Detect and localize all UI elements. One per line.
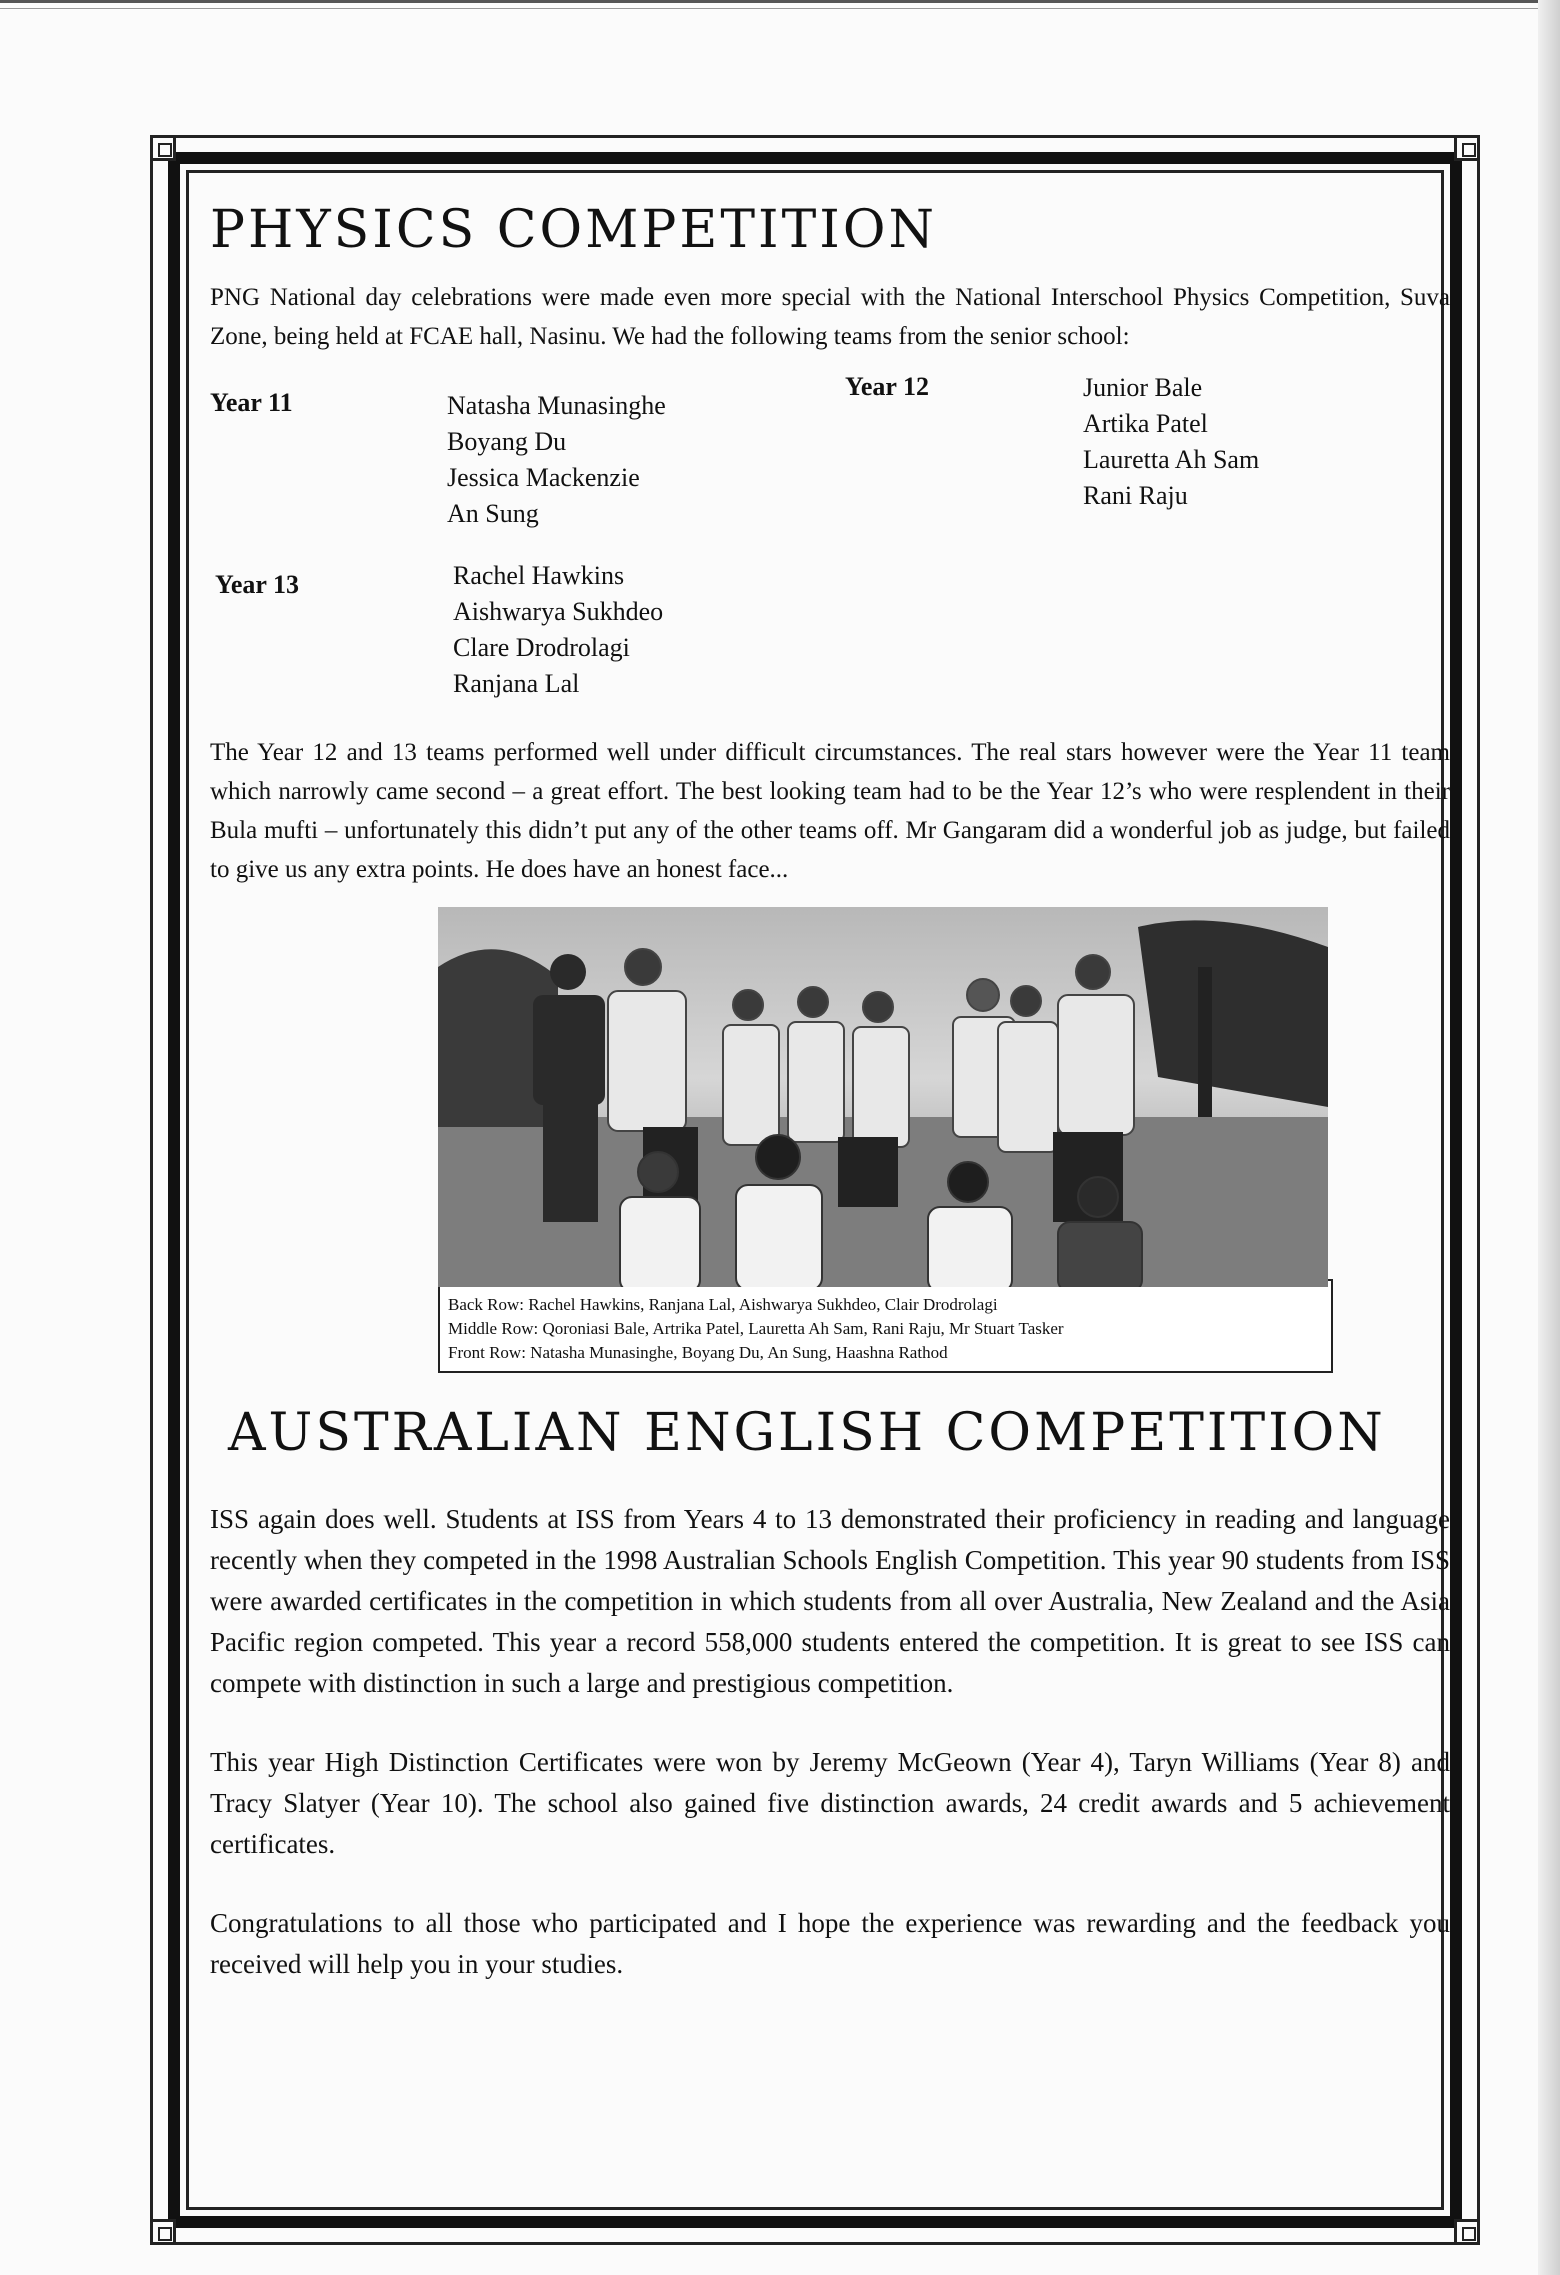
team-label-year-11: Year 11 <box>210 388 293 417</box>
physics-section <box>210 200 1450 1373</box>
english-paragraph: Congratulations to all those who participated and I hope the experience was rewarding and the feedback you received will help you in your studies. <box>210 1908 1450 1979</box>
border-corner-ornament <box>150 135 176 161</box>
team-list-year-13 <box>453 558 663 702</box>
page-edge-shadow <box>1538 0 1560 2275</box>
team-list-year-12 <box>1083 370 1259 514</box>
team-member: An Sung <box>447 499 539 528</box>
team-member: Natasha Munasinghe <box>447 391 666 420</box>
scan-edge-line-thin <box>0 8 1560 9</box>
caption-back-row: Back Row: Rachel Hawkins, Ranjana Lal, Aishwarya Sukhdeo, Clair Drodrolagi <box>448 1295 998 1314</box>
english-heading: AUSTRALIAN ENGLISH COMPETITION <box>228 1403 1386 1463</box>
caption-front-row: Front Row: Natasha Munasinghe, Boyang Du, An Sung, Haashna Rathod <box>448 1343 948 1362</box>
team-member: Rachel Hawkins <box>453 561 625 590</box>
page-content <box>210 200 1450 1985</box>
team-member: Lauretta Ah Sam <box>1083 445 1260 474</box>
team-member: Junior Bale <box>1083 373 1203 402</box>
team-member: Artika Patel <box>1083 409 1208 438</box>
border-corner-ornament <box>150 2219 176 2245</box>
team-member: Aishwarya Sukhdeo <box>453 597 664 626</box>
physics-summary: The Year 12 and 13 teams performed well under difficult circumstances. The real stars however were the Year 11 team which narrowly came second – a great effort. The best looking team had to be the Year 12’s who were resplendent in their Bula mufti – unfortunately this didn’t put any of the other teams off. Mr Gangaram did a wonderful job as judge, but failed to give us any extra points. He does have an honest face... <box>210 739 1450 883</box>
team-label-year-12: Year 12 <box>845 372 930 401</box>
english-section <box>210 1403 1450 1985</box>
scan-edge-line <box>0 0 1560 3</box>
border-corner-ornament <box>1454 135 1480 161</box>
team-member: Clare Drodrolagi <box>453 633 630 662</box>
team-list-year-11 <box>447 388 666 532</box>
photo-caption <box>438 1279 1333 1373</box>
team-member: Boyang Du <box>447 427 567 456</box>
team-member: Jessica Mackenzie <box>447 463 640 492</box>
english-paragraph: This year High Distinction Certificates were won by Jeremy McGeown (Year 4), Taryn Williams (Year 8) and Tracy Slatyer (Year 10). The school also gained five distinction awards, 24 credit awards and 5 achievement certificates. <box>210 1747 1450 1859</box>
team-member: Ranjana Lal <box>453 669 580 698</box>
team-photo <box>438 907 1328 1287</box>
physics-intro: PNG National day celebrations were made even more special with the National Interschool Physics Competition, Suva Zone, being held at FCAE hall, Nasinu. We had the following teams from the senior school: <box>210 284 1450 350</box>
team-label-year-13: Year 13 <box>215 570 300 599</box>
english-paragraph: ISS again does well. Students at ISS from Years 4 to 13 demonstrated their proficiency in reading and language recently when they competed in the 1998 Australian Schools English Competition. This year 90 students from ISS were awarded certificates in the competition in which students from all over Australia, New Zealand and the Asia Pacific region competed. This year a record 558,000 students entered the competition. It is great to see ISS can compete with distinction in such a large and prestigious competition. <box>210 1504 1450 1698</box>
team-listing <box>210 372 1450 738</box>
team-photo-figure <box>438 907 1338 1373</box>
team-member: Rani Raju <box>1083 481 1188 510</box>
caption-middle-row: Middle Row: Qoroniasi Bale, Artrika Patel, Lauretta Ah Sam, Rani Raju, Mr Stuart Tasker <box>448 1319 1064 1338</box>
physics-heading: PHYSICS COMPETITION <box>210 200 937 260</box>
border-corner-ornament <box>1454 2219 1480 2245</box>
